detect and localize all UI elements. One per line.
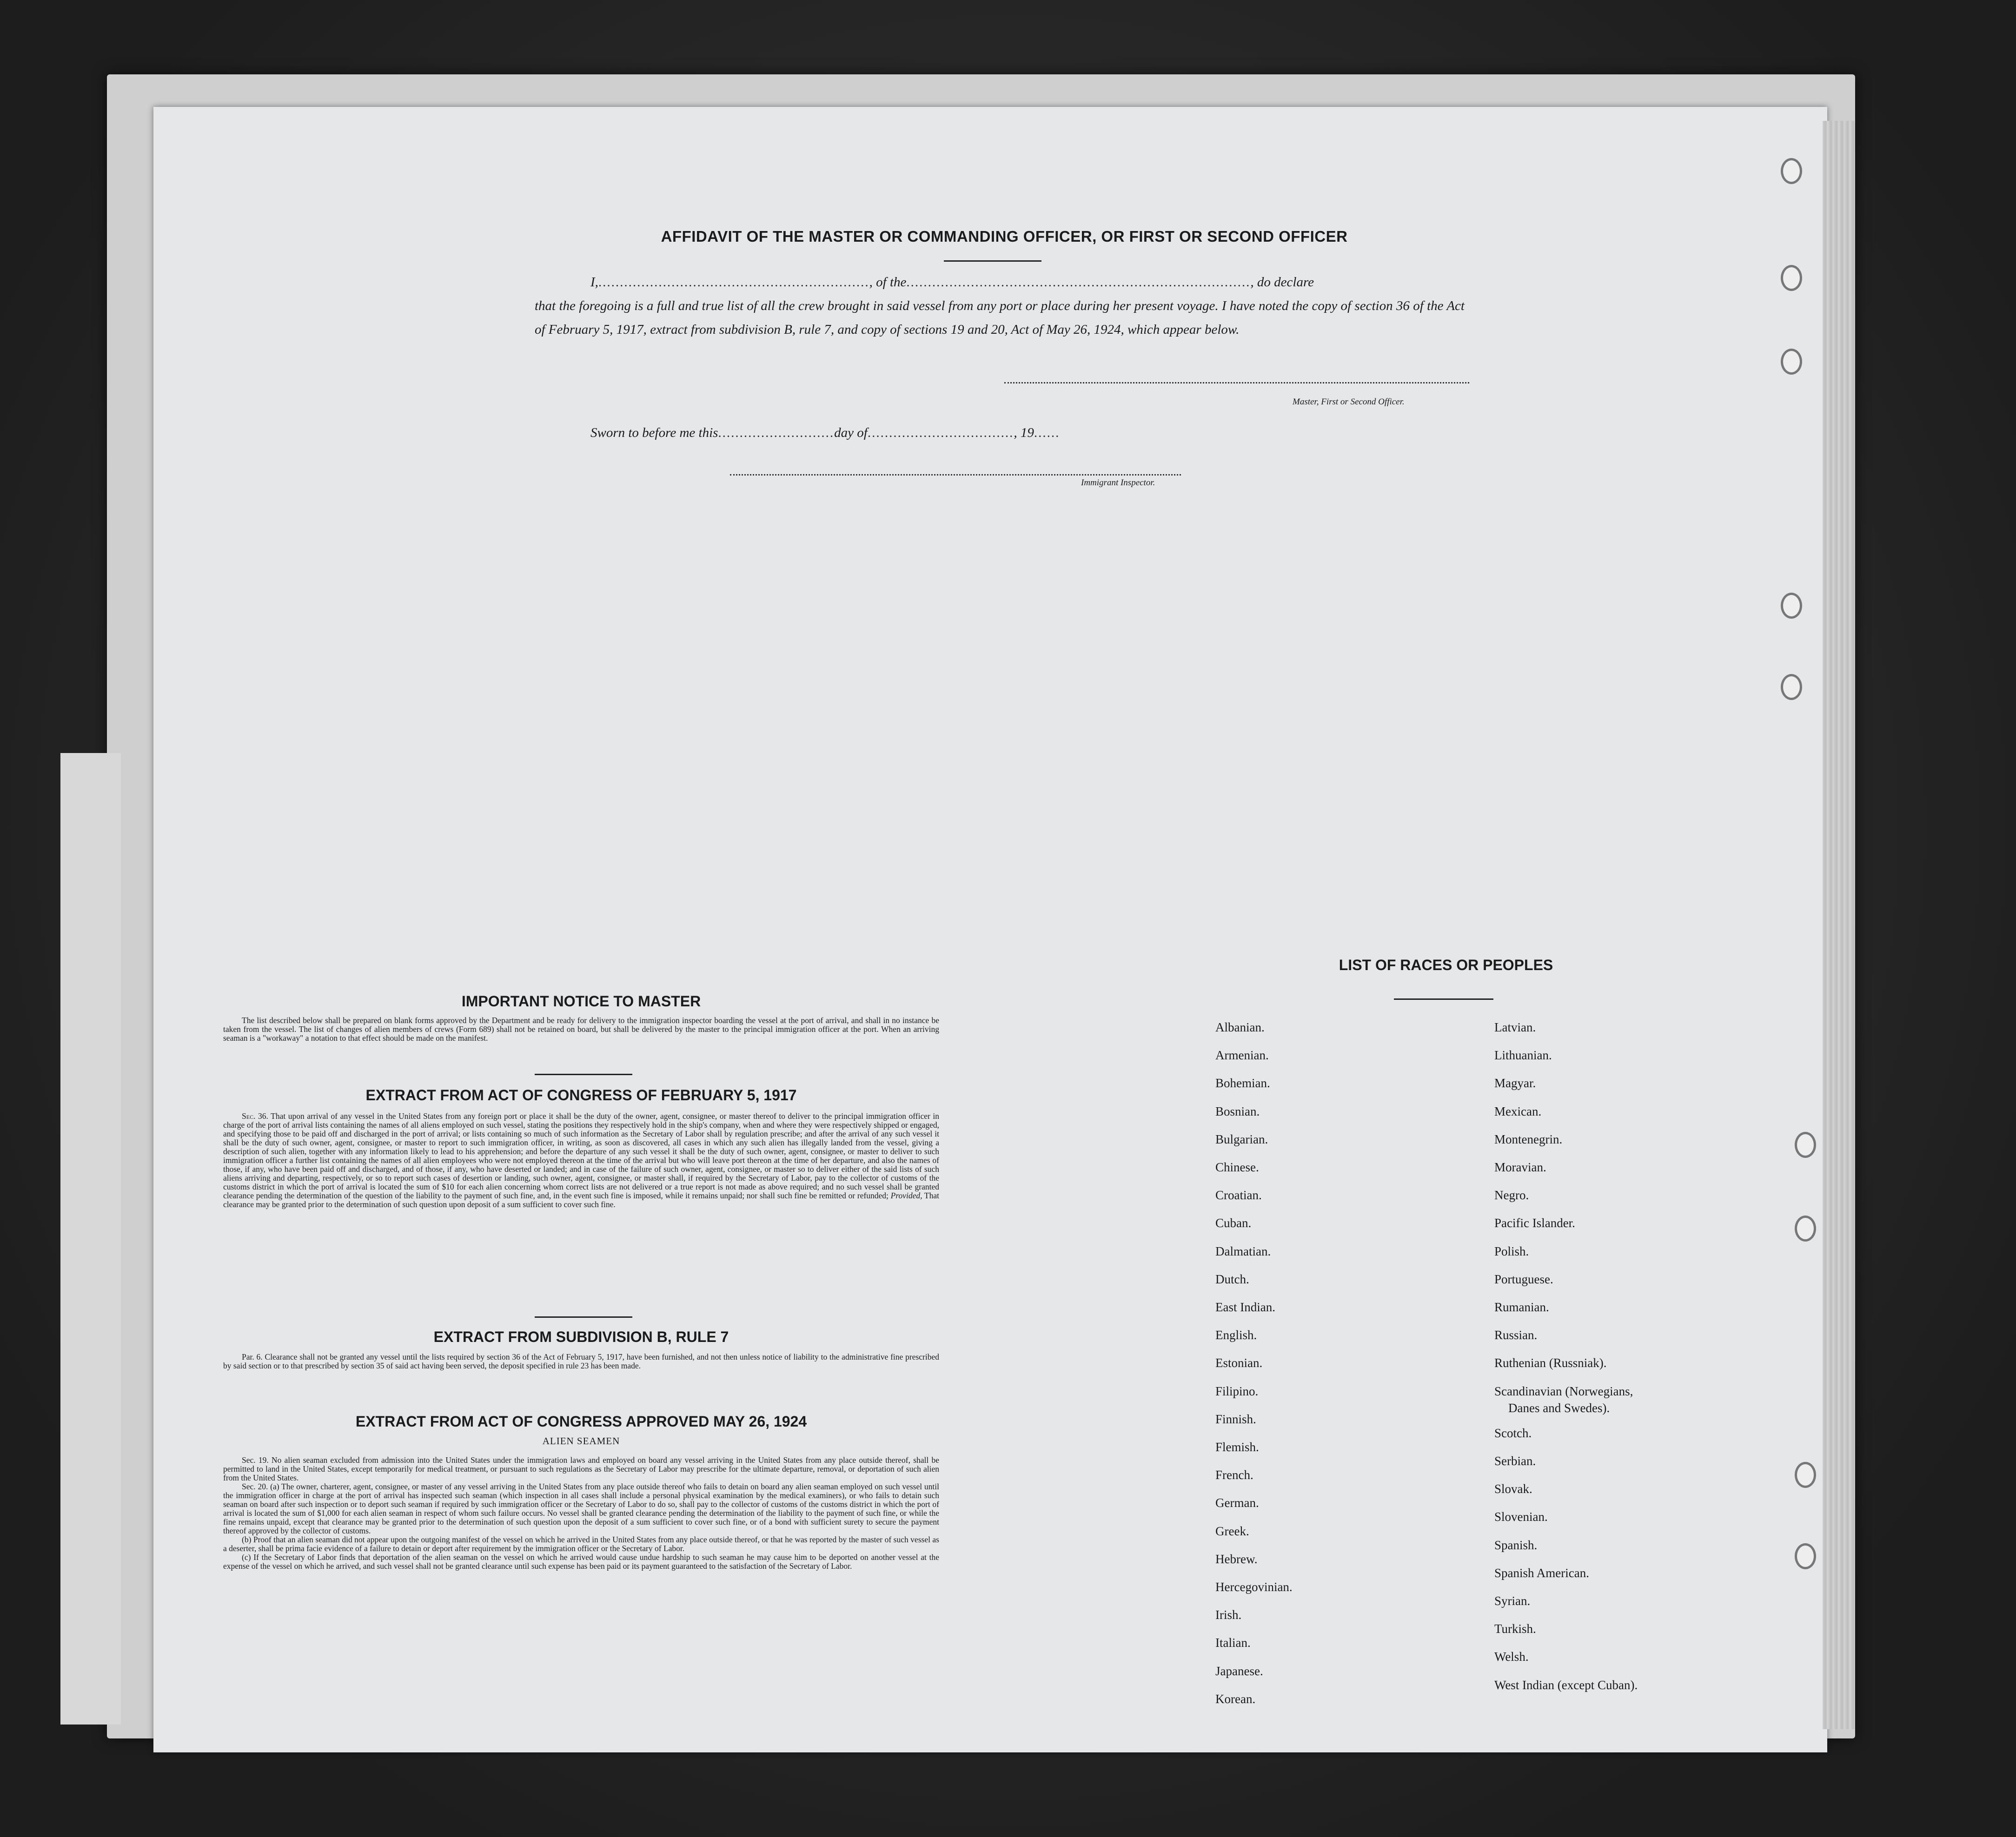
race-item-continuation: Danes and Swedes). (1508, 1401, 1610, 1415)
race-item: Hebrew. (1215, 1552, 1258, 1566)
affidavit-title: AFFIDAVIT OF THE MASTER OR COMMANDING OFFICER, OR FIRST OR SECOND OFFICER (661, 228, 1348, 245)
race-item: Chinese. (1215, 1160, 1259, 1174)
notice-paragraph: The list described below shall be prepared on blank forms approved by the Department and be ready for delivery to the immigration inspector boarding the vessel at the port of arrival, and shall in no instance be taken from the vessel. The list of changes of alien members of crews (Form 689) shall not be retained on board, but shall be delivered by the master to the principal immigration officer at the port. When an arriving seaman is a "workaway" a notation to that effect should be made on the manifest. (223, 1016, 939, 1043)
sec-36-label: Sec. 36. (242, 1111, 268, 1121)
race-item: Korean. (1215, 1692, 1256, 1706)
race-item: Croatian. (1215, 1188, 1262, 1203)
race-item: Slovenian. (1494, 1510, 1548, 1524)
race-item: Greek. (1215, 1524, 1249, 1538)
binder-hole (1795, 1216, 1816, 1242)
race-item: Irish. (1215, 1608, 1242, 1622)
title-divider (944, 260, 1041, 262)
affidavit-of-the: , of the (869, 275, 907, 290)
master-signature-line[interactable] (1004, 382, 1469, 383)
race-item: Russian. (1494, 1328, 1538, 1342)
race-item: Lithuanian. (1494, 1048, 1552, 1063)
race-item: Syrian. (1494, 1594, 1531, 1608)
race-item: Armenian. (1215, 1048, 1269, 1063)
affidavit-i: I, (590, 275, 598, 290)
race-item: Filipino. (1215, 1384, 1259, 1398)
race-item: Scandinavian (Norwegians, (1494, 1384, 1633, 1398)
race-item: Bulgarian. (1215, 1132, 1268, 1146)
race-item: Moravian. (1494, 1160, 1546, 1174)
section-divider (535, 1316, 632, 1318)
sec-19-paragraph: Sec. 19. No alien seaman excluded from admission into the United States under the immigration laws and employed on board any vessel arriving in the United States from any place outside thereof, shall be permitted to land in the United States, except temporarily for medical treatment, or pursuant to such regulations as the Secretary of Labor may prescribe for the ultimate departure, removal, or deportation of such alien from the United States. (223, 1455, 939, 1482)
sec-36-text: That upon arrival of any vessel in the United States from any foreign port or place it shall be the duty of the owner, agent, consignee, or master thereof to deliver to the principal immigration officer in charge of the port of arrival lists containing the names of all aliens employed on such vessel, stating the positions they respectively hold in the ship's company, when and where they were respectively shipped or engaged, and specifying those to be paid off and discharged in the port of arrival; or lists containing so much of such information as the Secretary of Labor shall by regulation prescribe; and after the arrival of any such vessel it shall be the duty of such owner, agent, consignee, or master to report to such immigration officer, in writing, as soon as discovered, all cases in which any such alien has illegally landed from the vessel, giving a description of such alien, together with any information likely to lead to his apprehension; and before the departure of any such vessel it shall be the duty of such owner, agent, consignee, or master to deliver to such immigration officer a further list containing the names of all alien employees who were not employed thereon at the time of the arrival but who will leave port thereon at the time of her departure, and also the names of those, if any, who have been paid off and discharged, and of those, if any, who have deserted or landed; and in case of the failure of such owner, agent, consignee, or master so to deliver either of the said lists of such aliens arriving and departing, respectively, or so to report such cases of desertion or landing, such owner, agent, consignee, or master shall, if required by the Secretary of Labor, pay to the collector of customs of the customs district in which the port of arrival is located the sum of $10 for each alien concerning whom correct lists are not delivered or a true report is not made as above required; and no such vessel shall be granted clearance pending the determination of the question of the liability to the payment of such fine, and, in the event such fine is imposed, while it remains unpaid; nor shall such fine be remitted or refunded; (223, 1111, 939, 1200)
race-item: Spanish. (1494, 1538, 1538, 1552)
binder-hole (1781, 593, 1802, 619)
race-item: French. (1215, 1468, 1253, 1482)
rule7-text (223, 1353, 939, 1370)
race-item: Portuguese. (1494, 1272, 1553, 1286)
race-item: Flemish. (1215, 1440, 1259, 1454)
race-item: East Indian. (1215, 1300, 1275, 1314)
sec-20c-paragraph: (c) If the Secretary of Labor finds that deportation of the alien seaman on the vessel on which he arrived would cause undue hardship to such seaman he may cause him to be deported on another vessel at the expense of the vessel on which he arrived, and such vessel shall not be granted clearance until such expense has been paid or its payment guaranteed to the satisfaction of the Secretary of Labor. (223, 1553, 939, 1571)
binder-hole (1781, 265, 1802, 291)
race-item: Rumanian. (1494, 1300, 1549, 1314)
section-divider (535, 1074, 632, 1075)
race-item: Finnish. (1215, 1412, 1256, 1426)
race-item: Hercegovinian. (1215, 1580, 1293, 1594)
race-item: Bohemian. (1215, 1076, 1270, 1090)
affidavit-do-declare: , do declare (1250, 275, 1314, 290)
sworn-label: Sworn to before me this (590, 425, 718, 440)
rule7-paragraph: Par. 6. Clearance shall not be granted any vessel until the lists required by section 36 of the Act of February 5, 1917, have been furnished, and not then unless notice of liability to the administrative fine prescribed by said section or to that prescribed by section 35 of said act having been served, the deposit specified in rule 23 has been made. (223, 1352, 939, 1370)
page-stack-edge (1823, 121, 1855, 1729)
notice-text (223, 1016, 939, 1043)
race-item: Cuban. (1215, 1216, 1252, 1230)
race-item: Serbian. (1494, 1454, 1536, 1468)
left-paper-strip (60, 753, 121, 1725)
race-item: Dalmatian. (1215, 1244, 1271, 1258)
race-item: German. (1215, 1496, 1259, 1510)
race-item: Magyar. (1494, 1076, 1536, 1090)
race-item: Italian. (1215, 1636, 1251, 1650)
race-item: Dutch. (1215, 1272, 1249, 1286)
binder-hole (1795, 1132, 1816, 1158)
binder-hole (1781, 158, 1802, 184)
binder-hole (1795, 1543, 1816, 1569)
sworn-line: Sworn to before me this...........................day of.................................., 19...... (590, 425, 1060, 440)
race-item: Montenegrin. (1494, 1132, 1563, 1146)
extract-1924-title: EXTRACT FROM ACT OF CONGRESS APPROVED MAY 26, 1924 (355, 1413, 807, 1430)
race-item: Spanish American. (1494, 1566, 1589, 1580)
race-item: Bosnian. (1215, 1104, 1260, 1118)
race-item: Polish. (1494, 1244, 1529, 1258)
race-item: Estonian. (1215, 1356, 1263, 1370)
race-item: Latvian. (1494, 1020, 1536, 1034)
sec-36-text-end: That clearance may be granted prior to the determination of such question upon deposit of a sum sufficient to cover such fine. (223, 1191, 939, 1209)
extract-1917-paragraph (223, 1112, 939, 1209)
races-divider (1394, 998, 1493, 1000)
affidavit-declaration-line: I,..............................................................., of the................................................................................, do declare (590, 275, 1314, 290)
binder-hole (1781, 674, 1802, 700)
race-item: Japanese. (1215, 1664, 1263, 1678)
race-item: Turkish. (1494, 1622, 1536, 1636)
extract-1917-text (223, 1112, 939, 1209)
binder-hole (1781, 349, 1802, 375)
race-item: Mexican. (1494, 1104, 1542, 1118)
rule7-title: EXTRACT FROM SUBDIVISION B, RULE 7 (433, 1328, 729, 1345)
alien-seamen-subtitle: ALIEN SEAMEN (542, 1435, 620, 1447)
binder-hole (1795, 1462, 1816, 1488)
sec-20a-paragraph: Sec. 20. (a) The owner, charterer, agent, consignee, or master of any vessel arriving in the United States from any place outside thereof who fails to detain on board any alien seaman employed on such vessel until the immigration officer in charge at the port of arrival has inspected such seaman (which inspection in all cases shall include a personal physical examination by the medical examiners), or who fails to detain such seaman on board after such inspection or to deport such seaman if required by such immigration officer or the Secretary of Labor to do so, shall pay to the collector of customs of the customs district in which the port of arrival is located the sum of $1,000 for each alien seaman in respect of whom such failure occurs. No vessel shall be granted clearance pending the determination of the liability to the payment of such fine, or while the fine remains unpaid, except that clearance may be granted prior to the determination of such question upon the deposit of a sum sufficient to cover such fine, or of a bond with sufficient surety to secure the payment thereof approved by the collector of customs. (223, 1482, 939, 1535)
extract-1917-title: EXTRACT FROM ACT OF CONGRESS OF FEBRUARY 5, 1917 (365, 1087, 797, 1104)
race-item: Welsh. (1494, 1650, 1529, 1664)
affidavit-body (535, 271, 1465, 342)
race-item: West Indian (except Cuban). (1494, 1678, 1638, 1692)
inspector-caption: Immigrant Inspector. (1081, 478, 1155, 488)
race-item: Ruthenian (Russniak). (1494, 1356, 1607, 1370)
race-item: Slovak. (1494, 1482, 1532, 1496)
race-item: English. (1215, 1328, 1257, 1342)
notice-title: IMPORTANT NOTICE TO MASTER (461, 993, 701, 1010)
affidavit-statement: that the foregoing is a full and true list of all the crew brought in said vessel from any port or place during her present voyage. I have noted the copy of section 36 of the Act of February 5, 1917, extract from subdivision B, rule 7, and copy of sections 19 and 20, Act of May 26, 1924, which appear below. (535, 298, 1465, 337)
inspector-signature-line[interactable] (730, 474, 1181, 476)
sec-20b-paragraph: (b) Proof that an alien seaman did not appear upon the outgoing manifest of the vessel on which he arrived in the United States from any place outside thereof, or that he was reported by the master of such vessel as a deserter, shall be prima facie evidence of a failure to detain or deport after requirement by the immigration officer or the Secretary of Labor. (223, 1535, 939, 1553)
sworn-year-label: , 19 (1014, 425, 1034, 440)
extract-1924-text (223, 1456, 939, 1571)
races-title: LIST OF RACES OR PEOPLES (1339, 957, 1553, 973)
race-item: Albanian. (1215, 1020, 1265, 1034)
provided-word: Provided, (890, 1191, 922, 1200)
race-item: Scotch. (1494, 1426, 1532, 1440)
sworn-day-label: day of (834, 425, 868, 440)
race-item: Negro. (1494, 1188, 1529, 1203)
race-item: Pacific Islander. (1494, 1216, 1575, 1230)
master-signature-caption: Master, First or Second Officer. (1293, 397, 1405, 407)
